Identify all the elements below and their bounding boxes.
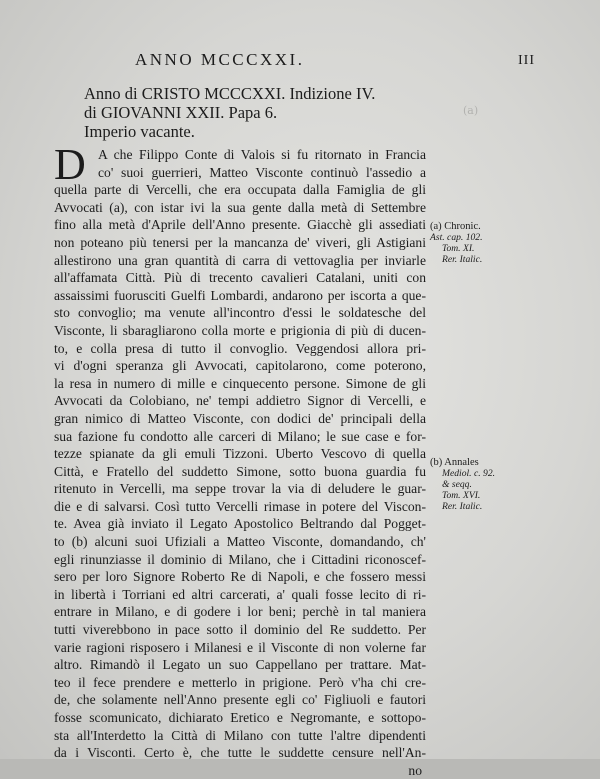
text-line: quella parte di Vercelli, che era occupata dalla Famiglia de gli bbox=[54, 182, 426, 198]
heading-line: Imperio vacante. bbox=[84, 122, 195, 141]
note-line: (b) Annales bbox=[430, 457, 479, 468]
text-line: te. Avea già inviato il Legato Apostolico Beltrando dal Pogget- bbox=[54, 516, 426, 532]
text-line: co' suoi guerrieri, Matteo Visconte continuò l'assedio a bbox=[98, 164, 426, 180]
text-line: no bbox=[408, 762, 422, 778]
bleed-through-mark: (a) bbox=[463, 104, 479, 117]
page-number: III bbox=[518, 53, 535, 68]
note-line: Ast. cap. 102. bbox=[430, 232, 483, 243]
text-line: sto convoglio; ma venute all'incontro d'essi le soldatesche del bbox=[54, 305, 426, 321]
text-line: Città, e Fratello del suddetto Simone, sotto buona guardia fu bbox=[54, 463, 426, 479]
text-line: da i Visconti. Certo è, che tutte le suddette censure nell'An- bbox=[54, 745, 426, 761]
text-line: die e di salvarsi. Così tutto Vercelli rimase in potere del Viscon- bbox=[54, 498, 426, 514]
text-line: vi d'ogni speranza gli Avvocati, capitolarono, come poterono, bbox=[54, 358, 426, 374]
body-text bbox=[54, 140, 426, 779]
text-line: de, che solamente nell'Anno presente egli co' Figliuoli e fautori bbox=[54, 692, 426, 708]
text-line: fino alla metà d'Aprile dell'Anno presente. Giacchè gli assediati bbox=[54, 217, 426, 233]
note-line: Rer. Italic. bbox=[442, 501, 483, 512]
text-line: sua fazione fu condotto alle carceri di Milano; le sue case e for- bbox=[54, 428, 426, 444]
year-heading bbox=[84, 84, 464, 141]
text-line: Visconte, li sbaragliarono colla morte e prigionia di più di ducen- bbox=[54, 322, 426, 338]
text-line: Avvocati da Colobiano, ne' tempi addietro Signor di Vercelli, e bbox=[54, 393, 426, 409]
marginal-note-b bbox=[430, 457, 495, 512]
note-line: Mediol. c. 92. bbox=[442, 468, 496, 479]
text-line: egli rinunziasse il dominio di Milano, che i Cittadini riconoscef- bbox=[54, 551, 426, 567]
drop-cap: D bbox=[54, 140, 86, 189]
text-line: la resa in numero di mille e cinquecento persone. Simone de gli bbox=[54, 375, 426, 391]
text-line: to (b) alcuni suoi Ufiziali a Matteo Visconte, domandando, ch' bbox=[54, 534, 426, 550]
text-line: teo il fece prendere e metterlo in prigione. Però v'ha chi cre- bbox=[54, 674, 426, 690]
text-line: sero per loro Signore Roberto Re di Napoli, e che fossero messi bbox=[54, 569, 426, 585]
marginal-note-a bbox=[430, 221, 483, 265]
text-line: tezze spianate da gli emuli Tizzoni. Uberto Vescovo di quella bbox=[54, 446, 426, 462]
text-line: allestirono una gran quantità di carra di vettovaglia per inviarle bbox=[54, 252, 426, 268]
text-line: A che Filippo Conte di Valois si fu ritornato in Francia bbox=[98, 147, 426, 162]
running-head: ANNO MCCCXXI. bbox=[135, 50, 305, 69]
note-line: Tom. XVI. bbox=[442, 490, 481, 501]
heading-line: Anno di CRISTO MCCCXXI. Indizione IV. bbox=[84, 84, 376, 103]
text-line: non poteano più tenersi per la mancanza de' viveri, gli Astigiani bbox=[54, 234, 426, 250]
note-line: (a) Chronic. bbox=[430, 221, 481, 232]
text-line: sta all'Interdetto la Città di Milano con tutte l'altre dipendenti bbox=[54, 727, 426, 743]
note-line: Tom. XI. bbox=[442, 243, 475, 254]
note-line: Rer. Italic. bbox=[442, 254, 483, 265]
text-line: to, e colla presa di tutto il convoglio. Veggendosi allora pri- bbox=[54, 340, 426, 356]
text-line: varie ragioni risposero i Milanesi e il Visconte di non volerne far bbox=[54, 639, 426, 655]
note-line: & seqq. bbox=[442, 479, 472, 490]
text-line: altro. Rimandò il Legato un suo Cappellano per trattare. Mat- bbox=[54, 657, 426, 673]
text-line: in libertà i Torriani ed altri carcerati, a' quali fosse lecito di ri- bbox=[54, 586, 426, 602]
text-line: all'affamata Città. Più di trecento cavalieri Catalani, uniti con bbox=[54, 270, 426, 286]
text-line: tutti viverebbono in pace sotto il dominio del Re suddetto. Per bbox=[54, 622, 426, 638]
text-line: fosse scomunicato, dichiarato Eretico e Negromante, e sottopo- bbox=[54, 710, 426, 725]
text-line: ritenuto in Vercelli, ma seppe trovar la via di deludere le guar- bbox=[54, 481, 426, 497]
text-line: Avvocati (a), con istar ivi la sua gente dalla metà di Settembre bbox=[54, 199, 426, 215]
text-line: entrare in Milano, e di godere i lor beni; perchè in tal maniera bbox=[54, 604, 426, 620]
text-line: gran nimico di Matteo Visconte, con dodici de' principali della bbox=[54, 410, 426, 426]
text-line: assaissimi fuorusciti Guelfi Lombardi, andarono per iscorta a que- bbox=[54, 287, 426, 303]
heading-line: di GIOVANNI XXII. Papa 6. bbox=[84, 103, 278, 122]
